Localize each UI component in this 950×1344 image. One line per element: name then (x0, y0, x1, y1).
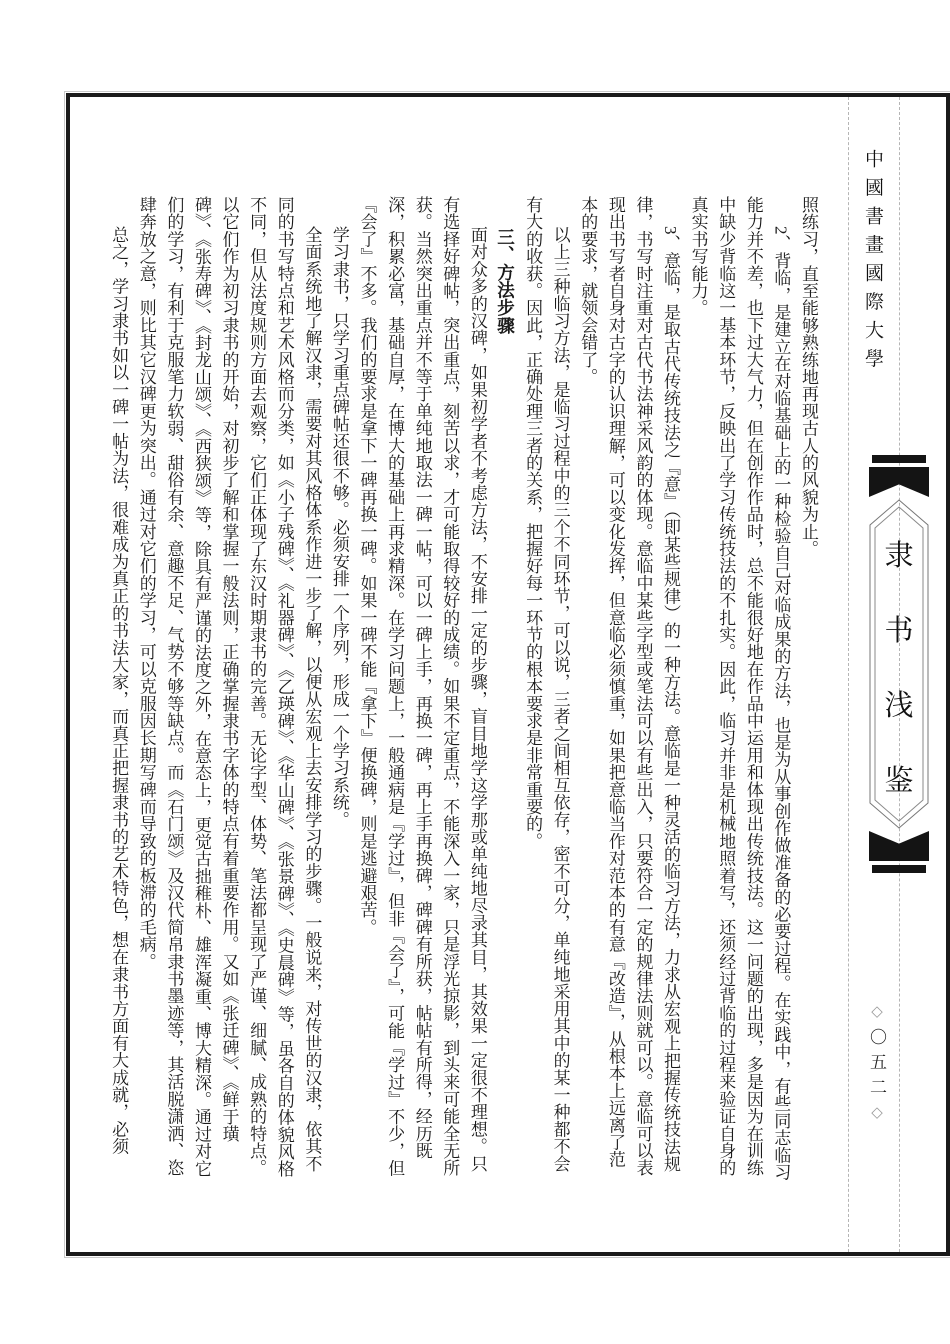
paragraph: 学习隶书，只学习重点碑帖还很不够。必须安排一个序列，形成一个学习系统。 (329, 226, 349, 828)
paragraph: 面对众多的汉碑，如果初学者不考虑方法，不安排一定的步骤，盲目地学这学那或单纯地尽录其目，其效果一定很不理想。只有选择好碑帖，突出重点，刻苦以求，才可能取得较好的成绩。如果不定重点，不能深入一家，只是浮光掠影，到头来可能全无所获。当然突出重点并不等于单纯地取法一碑一帖，可以一碑上手，再换一碑，再上手再换碑，碑碑有所获，帖帖有所得，经历既深，积累必富，基础自厚，在博大的基础上再求精深。在学习问题上，一般通病是『学过』，但非『会了』，可能『学过』不少，但『会了』不多。我们的要求是拿下一碑再换一碑。如果一碑不能『拿下』便换碑，则是逃避艰苦。 (357, 196, 487, 1177)
book-title-char: 书 (884, 615, 914, 647)
book-title-char: 浅 (884, 690, 914, 722)
paragraph: 照练习，直至能够熟练地再现古人的风貌为止。 (799, 196, 818, 558)
ribbon-top-icon (869, 467, 929, 497)
page-frame (66, 93, 950, 1256)
diamond-icon: ◇ (868, 1002, 884, 1028)
book-title-banner (869, 455, 929, 873)
paragraph: 全面系统地了解汉隶，需要对其风格体系作进一步了解，以便从宏观上去安排学习的步骤。一般说来，对传世的汉隶，依其不同的书写特点和艺术风格而分类，如《小子残碑》、《礼器碑》、《乙瑛碑》、《华山碑》、《张景碑》、《史晨碑》等，虽各自的体貌风格不同，但从法度规则方面去观察，它们正体现了东汉时期隶书的完善。无论字型、体势、笔法都呈现了严谨、细腻、成熟的特点。以它们作为初习隶书的开始，对初步了解和掌握一般法则，正确掌握隶书字体的特点有着重要作用。又如《张迁碑》、《鲜于璜碑》、《张寿碑》、《封龙山颂》、《西狭颂》等，除具有严谨的法度之外，在意态上，更觉古拙稚朴、雄浑凝重、博大精深。通过对它们的学习，有利于克服笔力软弱、甜俗有余、意趣不足、气势不够等缺点。而《石门颂》及汉代简帛隶书墨迹等，其活脱潇洒、恣肆奔放之意，则比其它汉碑更为突出。通过对它们的学习，可以克服因长期写碑而导致的板滞的毛病。 (136, 196, 322, 1178)
paragraph: 2、背临，是建立在对临基础上的一种检验自己对临成果的方法，也是为从事创作做准备的必要过程。在实践中，有些同志临习能力并不差，也下过大气力，但在创作作品时，总不能很好地在作品中运用和体现出传统技法。这一问题的出现，多是因为在训练中缺少背临这一基本环节，反映出了学习传统技法的不扎实。因此，临习并非是机械地照着写，还须经过背临的过程来验证自身的真实书写能力。 (688, 196, 791, 1181)
sidebar-divider-rule (848, 97, 849, 1252)
page-number (859, 1002, 889, 1129)
book-title-char: 鉴 (884, 765, 914, 797)
main-text (88, 196, 822, 1184)
diamond-icon: ◇ (868, 1103, 884, 1129)
paragraph: 3、意临，是取古代传统技法之『意』（即某些规律）的一种方法。意临是一种灵活的临习方法，力求从宏观上把握传统技法规律，书写时注重对古代书法神采风韵的体现。意临中某些字型或笔法可以有些出入，只要符合一定的规律法则就可以。意临可以表现出书写者自身对古字的认识理解，可以变化发挥，但意临必须慎重，如果把意临当作对范本的有意『改造』，从根本上远离了范本的要求，就领会错了。 (578, 196, 681, 1177)
banner-top-bar (872, 455, 926, 463)
page-number-digits: 〇五二 (867, 1028, 886, 1103)
book-title-char: 隶 (884, 540, 914, 572)
title-box (869, 499, 929, 829)
section-heading: 三、方法步骤 (495, 228, 516, 335)
banner-bottom-bar (872, 865, 926, 873)
university-title: 中國書畫國際大學 (862, 149, 883, 377)
paragraph: 总之，学习隶书如以一碑一帖为法，很难成为真正的书法大家，而真正把握隶书的艺术特色，想在隶书方面有大成就，必须 (109, 226, 129, 1155)
ribbon-bottom-icon (869, 831, 929, 861)
paragraph: 以上三种临习方法，是临习过程中的三个不同环节，可以说，三者之间相互依存，密不可分，单纯地采用其中的某一种都不会有大的收获。因此，正确处理三者的关系，把握好每一环节的根本要求是非常重要的。 (523, 196, 570, 1172)
